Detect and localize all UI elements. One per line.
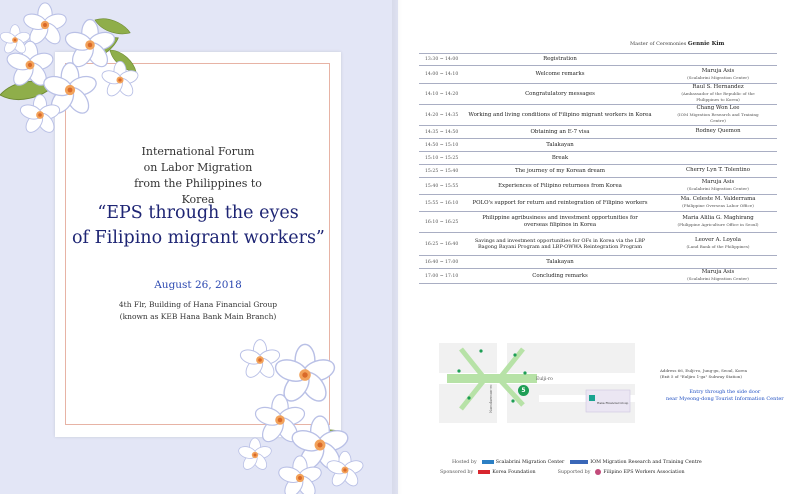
session-time: 14:20 ~ 14:35 — [425, 112, 459, 118]
session-time: 16:40 ~ 17:00 — [425, 259, 459, 265]
supported-by-label: Supported by — [557, 469, 591, 475]
speaker-name: Rodney Quemon — [695, 128, 741, 135]
session-title: Working and living conditions of Filipino migrant workers in Korea — [468, 111, 652, 118]
speaker-name: Raul S. Hernandez — [692, 84, 744, 91]
session-time: 14:50 ~ 15:10 — [425, 142, 459, 148]
fewa-logo-icon — [595, 469, 601, 475]
venue-line: (known as KEB Hana Bank Main Branch) — [119, 312, 277, 321]
speaker-affiliation: (Scalabrini Migration Center) — [687, 276, 749, 281]
hosted-org: Scalabrini Migration Center — [495, 459, 565, 465]
session-time: 13:30 ~ 14:00 — [425, 57, 459, 62]
hosted-by-line — [440, 457, 780, 467]
entry-note — [666, 389, 784, 403]
speaker-name: Chang Won Lee — [696, 105, 740, 112]
schedule-row — [419, 165, 777, 178]
session-speaker — [659, 69, 777, 81]
program-schedule — [419, 53, 777, 284]
session-time: 15:40 ~ 15:55 — [425, 183, 459, 189]
master-of-ceremonies — [630, 41, 724, 47]
forum-title-line: from the Philippines to Korea — [134, 177, 262, 206]
session-speaker — [659, 197, 777, 209]
speaker-affiliation: (Ambassador of the Republic of the Philippines to Korea) — [681, 91, 755, 102]
schedule-row — [419, 212, 777, 233]
building-label: Hana Financial Group — [597, 401, 629, 405]
credits — [440, 457, 780, 477]
speaker-name: Maruja Asis — [701, 179, 735, 186]
scalabrini-logo-icon — [482, 460, 494, 464]
schedule-row — [419, 66, 777, 84]
session-time: 15:10 ~ 15:25 — [425, 155, 459, 161]
schedule-row — [419, 84, 777, 105]
schedule-row — [419, 152, 777, 165]
session-time: 15:25 ~ 15:40 — [425, 168, 459, 174]
speaker-affiliation: (Philippine Overseas Labor Office) — [682, 203, 754, 208]
sponsor-org: Korea Foundation — [492, 469, 536, 475]
speaker-affiliation: (Scalabrini Migration Center) — [687, 74, 749, 80]
street-label: Eulji-ro — [536, 377, 553, 382]
session-time: 16:25 ~ 16:40 — [425, 241, 459, 247]
address-line: (Exit 5 of "Euljiro 1-ga" Subway Station) — [660, 373, 742, 379]
session-time: 15:55 ~ 16:10 — [425, 200, 459, 206]
flower-illustration — [0, 0, 398, 494]
venue-line: 4th Flr, Building of Hana Financial Group — [118, 300, 278, 309]
speaker-name: Maruja Asis — [701, 67, 735, 74]
session-speaker — [659, 85, 777, 102]
speaker-affiliation: (Philippine Agriculture Office in Seoul) — [677, 222, 759, 227]
schedule-row — [419, 105, 777, 126]
session-title: Experiences of Filipino returnees from Korea — [498, 182, 622, 189]
forum-title-line: International Forum — [141, 145, 255, 158]
page-fold — [392, 0, 402, 494]
hosted-org: IOM Migration Research and Training Centre — [590, 459, 702, 465]
session-title: Concluding remarks — [532, 272, 588, 279]
entry-note-line: near Myeong-dong Tourist Information Center — [666, 396, 784, 402]
iom-logo-icon — [570, 460, 588, 464]
event-date: August 26, 2018 — [154, 279, 242, 291]
schedule-row — [419, 256, 777, 269]
session-speaker — [659, 106, 777, 123]
session-speaker — [659, 180, 777, 192]
schedule-row — [419, 233, 777, 256]
hosted-by-label: Hosted by — [452, 459, 477, 465]
exit-badge: 5 — [518, 385, 529, 396]
map-drawing — [439, 343, 635, 423]
session-title: The journey of my Korean dream — [514, 167, 606, 174]
session-speaker — [659, 168, 777, 174]
scalabrini-logo — [482, 460, 565, 465]
session-title: Registration — [543, 56, 577, 62]
session-time: 17:00 ~ 17:10 — [425, 273, 459, 279]
forum-theme-line: “EPS through the eyes — [97, 203, 299, 223]
schedule-row — [419, 126, 777, 139]
mc-label: Master of Ceremonies — [630, 41, 687, 47]
session-title: Savings and investment opportunities for OFs in Korea via the LBP Bagong Bayani Program and LBP-OWWA Reintegration Program — [474, 237, 646, 250]
session-speaker — [659, 270, 777, 282]
speaker-name: Maruja Asis — [701, 269, 735, 276]
speaker-name: Ma. Celeste M. Valderrama — [680, 196, 756, 203]
side-street-label: Namdaemun-ro — [489, 384, 493, 413]
forum-theme-line: of Filipino migrant workers” — [72, 228, 325, 248]
schedule-row — [419, 195, 777, 212]
mc-name: Gennie Kim — [687, 41, 725, 47]
session-title: Philippine agribusiness and investment opportunities for overseas filipinos in Korea — [482, 215, 638, 228]
speaker-affiliation: (Land Bank of the Philippines) — [686, 244, 750, 249]
address — [660, 368, 747, 379]
korea-foundation-logo-icon — [478, 470, 490, 474]
session-time: 14:35 ~ 14:50 — [425, 129, 459, 135]
poster-panel — [0, 0, 398, 494]
schedule-row — [419, 53, 777, 66]
speaker-name: Leover A. Loyola — [695, 237, 741, 244]
session-time: 14:00 ~ 14:10 — [425, 72, 459, 77]
iom-logo — [570, 460, 702, 465]
entry-note-line: Entry through the side door — [689, 389, 761, 395]
session-speaker — [659, 216, 777, 228]
speaker-name: Cherry Lyn T. Tolentino — [685, 167, 751, 174]
session-time: 14:10 ~ 14:20 — [425, 91, 459, 97]
session-title: Break — [551, 154, 569, 161]
session-title: Talakayan — [546, 141, 574, 148]
supporter-org: Filipino EPS Workers Association — [603, 469, 685, 475]
location-map — [439, 343, 635, 423]
session-speaker — [659, 129, 777, 135]
speaker-name: Maria Alilia G. Maghirang — [682, 215, 754, 222]
speaker-affiliation: (Scalabrini Migration Center) — [687, 186, 749, 191]
session-speaker — [659, 238, 777, 250]
schedule-row — [419, 139, 777, 152]
schedule-row — [419, 269, 777, 284]
forum-title-line: on Labor Migration — [143, 161, 253, 174]
session-title: POLO's support for return and reintegration of Filipino workers — [472, 199, 648, 206]
speaker-affiliation: (IOM Migration Research and Training Centre) — [677, 112, 759, 123]
fewa-logo — [595, 469, 684, 475]
schedule-row — [419, 178, 777, 195]
korea-foundation-logo — [478, 470, 535, 475]
sponsored-by-label: Sponsored by — [440, 469, 474, 475]
session-title: Talakayan — [546, 258, 574, 265]
session-title: Welcome remarks — [535, 71, 585, 77]
session-title: Obtaining an E-7 visa — [530, 128, 590, 135]
session-title: Congratulatory messages — [525, 90, 595, 97]
session-time: 16:10 ~ 16:25 — [425, 219, 459, 225]
address-line: Address 66, Eulji-ro, Jung-gu, Seoul, Korea — [660, 368, 748, 373]
sponsor-line — [440, 467, 780, 477]
